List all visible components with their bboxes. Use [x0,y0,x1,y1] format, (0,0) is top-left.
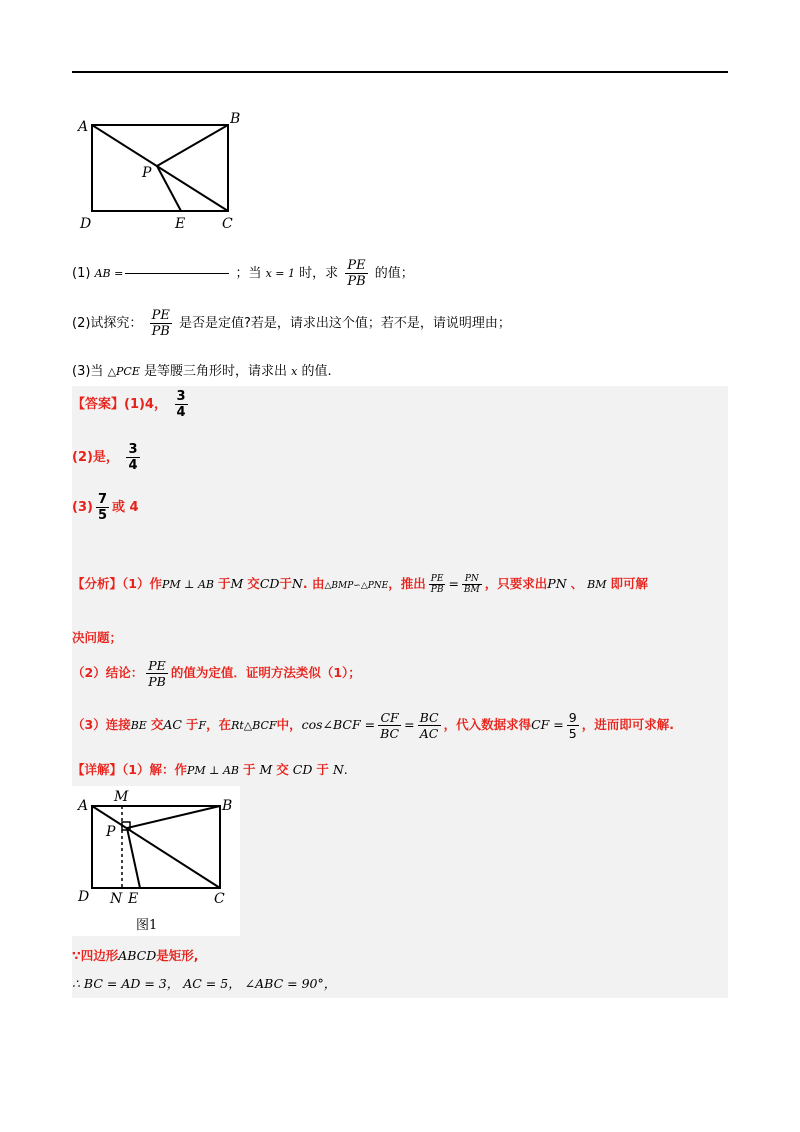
expr-similar: △BMP∽△PNE [324,581,389,591]
expr-eq: = [448,576,459,591]
answer-line-1 [72,389,191,420]
label-a: A [78,798,89,814]
expr-m: M [230,576,244,591]
analysis-text: ，代入数据求得 [443,717,532,732]
detail-figure [72,786,240,936]
label-a: A [78,119,89,135]
q3-x: x [291,365,298,378]
label-b: B [222,798,233,814]
answer-1-fraction: $\frac{3}{4}$ [176,389,186,420]
analysis-line-1-cont [72,628,122,646]
label-d: D [78,889,90,905]
expr-pm-ab: PM ⊥ AB [186,764,239,777]
q3-prefix: (3)当 [72,364,104,379]
expr-n: N [291,576,303,591]
analysis-text: ，进而即可求解. [581,717,674,732]
q1-mid2: 时，求 [299,266,339,281]
figure-caption: 图1 [136,918,158,933]
q3-mid: 是等腰三角形时，请求出 [144,364,288,379]
expr-abcd: ABCD [118,948,157,963]
analysis-2-fraction: $\frac{PE}{PB}$ [148,658,166,689]
q3-suffix: 的值. [301,364,332,379]
question-3 [72,360,332,379]
answer-3-suffix: 或 4 [111,500,139,515]
top-rule [72,71,728,73]
detail-text: 交 [276,762,289,777]
analysis-frac-pe-pb: $\frac{PE}{PB}$ [430,574,444,595]
answer-blank [125,273,229,274]
q2-fraction: $\frac{PE}{PB}$ [151,308,170,339]
detail-text: ∴ BC = AD = 3， AC = 5， ∠ABC = 90°， [72,976,337,991]
label-d: D [80,216,92,232]
expr-bm: BM [587,578,607,591]
detail-text: （1）解：作 [122,762,187,777]
label-c: C [222,216,233,232]
expr-rt-bcf: Rt△BCF [231,719,277,732]
q3-triangle: △PCE [107,365,140,378]
analysis-text: 于 [217,576,231,591]
analysis-text: （3）连接 [72,717,131,732]
detail-label: 【详解】 [72,762,123,777]
detail-text: 是矩形, [156,948,199,963]
q2-suffix: 是否是定值?若是，请求出这个值；若不是，请说明理由； [179,316,511,331]
expr-m: M [259,762,273,777]
q1-prefix: (1) [72,266,91,281]
label-p: P [142,165,152,181]
analysis-frac-cf-bc: $\frac{CF}{BC}$ [380,710,400,741]
answer-line-3 [72,492,139,523]
label-e: E [175,216,186,232]
detail-text: . [343,762,348,777]
answer-2-fraction: $\frac{3}{4}$ [128,442,138,473]
label-p: P [106,824,116,840]
analysis-text: 即可解 [610,576,648,591]
q1-fraction: $\frac{PE}{PB}$ [347,258,366,289]
expr-cf: CF = [531,717,564,732]
analysis-frac-pn-bm: $\frac{PN}{BM}$ [463,574,480,595]
analysis-text: ，推出 [388,576,426,591]
analysis-text: ，在 [206,717,232,732]
expr-n: N [332,762,344,777]
answer-3-fraction: $\frac{7}{5}$ [97,492,107,523]
detail-text: 于 [242,762,256,777]
label-b: B [230,111,241,127]
question-1 [72,258,414,289]
expr-cd: CD [259,576,280,591]
analysis-line-3 [72,710,674,741]
analysis-text: （1）作 [122,576,162,591]
answer-3-label: (3) [72,500,93,515]
expr-eq: = [404,717,415,732]
q1-mid: ；当 [235,266,262,281]
detail-line-2 [72,946,198,964]
expr-ac: AC [163,717,182,732]
answer-label: 【答案】(1)4， [72,397,167,412]
detail-text: ∵四边形 [72,948,119,963]
analysis-text: 于 [185,717,199,732]
question-2 [72,308,511,339]
expr-f: F [198,719,207,732]
analysis-text: 交 [150,717,164,732]
expr-be: BE [130,719,147,732]
analysis-text: 、 [570,576,584,591]
q2-prefix: (2)试探究： [72,316,143,331]
analysis-frac-9-5: $\frac{9}{5}$ [568,710,577,741]
analysis-text: ，只要求出 [484,576,548,591]
analysis-text: . 由 [302,576,325,591]
q1-suffix: 的值； [374,266,414,281]
geometry-figure [72,105,252,235]
analysis-text: 的值为定值．证明方法类似（1）； [170,665,361,680]
q1-ab: AB = [94,267,124,280]
analysis-line-2 [72,658,361,689]
analysis-label: 【分析】 [72,576,123,591]
detail-line-1 [72,760,348,778]
label-c: C [214,891,225,907]
q1-x-eq: x = 1 [265,267,296,280]
analysis-text: 决问题； [72,630,123,645]
label-m: M [114,789,129,805]
expr-pn: PN [547,576,567,591]
expr-pm-ab: PM ⊥ AB [161,578,214,591]
analysis-text: 中， [276,717,302,732]
expr-cos: cos∠BCF = [301,717,376,732]
answer-line-2 [72,442,143,473]
detail-line-3 [72,974,336,992]
label-e: E [128,891,139,907]
expr-cd: CD [292,762,313,777]
analysis-text: 交 [247,576,260,591]
analysis-text: （2）结论： [72,665,144,680]
analysis-line-1 [72,574,648,595]
analysis-text: 于 [279,576,292,591]
detail-text: 于 [316,762,329,777]
answer-2-label: (2)是， [72,450,119,465]
label-n: N [110,891,123,907]
analysis-frac-bc-ac: $\frac{BC}{AC}$ [419,710,439,741]
